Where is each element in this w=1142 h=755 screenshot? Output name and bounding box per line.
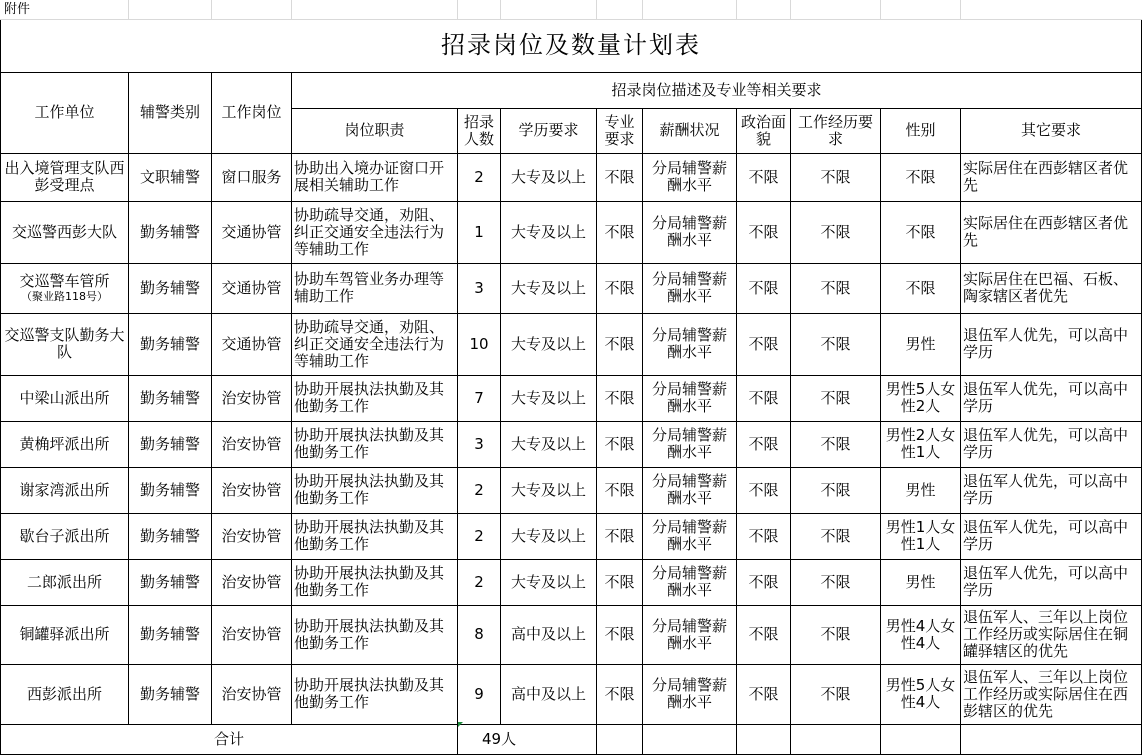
cell-count: 2 (458, 559, 501, 605)
cell-major: 不限 (597, 605, 643, 664)
cell-count: 3 (458, 263, 501, 313)
cell-duty: 协助开展执法执勤及其他勤务工作 (292, 467, 458, 513)
sheet-gridline (642, 0, 643, 20)
cell-edu: 大专及以上 (501, 313, 597, 375)
cell-duty: 协助开展执法执勤及其他勤务工作 (292, 664, 458, 724)
page-title: 招录岗位及数量计划表 (1, 20, 1142, 72)
cell-other: 退伍军人优先，可以高中学历 (961, 313, 1142, 375)
cell-count: 10 (458, 313, 501, 375)
cell-unit: 铜罐驿派出所 (1, 605, 129, 664)
cell-type: 勤务辅警 (129, 421, 212, 467)
table-row (1, 263, 1142, 313)
table-row (1, 513, 1142, 559)
total-value: 49人 (458, 724, 597, 754)
cell-count: 2 (458, 467, 501, 513)
cell-experience: 不限 (791, 559, 881, 605)
cell-unit: 谢家湾派出所 (1, 467, 129, 513)
cell-count: 3 (458, 421, 501, 467)
cell-type: 勤务辅警 (129, 559, 212, 605)
cell-salary: 分局辅警薪酬水平 (643, 664, 737, 724)
table-row (1, 153, 1142, 201)
cell-major: 不限 (597, 313, 643, 375)
cell-unit: 二郎派出所 (1, 559, 129, 605)
cell-political: 不限 (737, 559, 791, 605)
total-empty-cell (791, 724, 881, 754)
cell-gender: 不限 (881, 153, 961, 201)
cell-gender: 男性 (881, 467, 961, 513)
header-gender: 性别 (881, 108, 961, 153)
cell-unit: 西彭派出所 (1, 664, 129, 724)
cell-experience: 不限 (791, 664, 881, 724)
unit-name: 交巡警车管所 (19, 272, 110, 290)
cell-unit: 交巡警支队勤务大队 (1, 313, 129, 375)
cell-experience: 不限 (791, 605, 881, 664)
header-other: 其它要求 (961, 108, 1142, 153)
cell-unit: 交巡警西彭大队 (1, 201, 129, 263)
cell-edu: 大专及以上 (501, 375, 597, 421)
total-empty-cell (597, 724, 643, 754)
cell-major: 不限 (597, 664, 643, 724)
cell-duty: 协助开展执法执勤及其他勤务工作 (292, 559, 458, 605)
cell-edu: 高中及以上 (501, 605, 597, 664)
cell-experience: 不限 (791, 375, 881, 421)
cell-other: 退伍军人、三年以上岗位工作经历或实际居住在铜罐驿辖区的优先 (961, 605, 1142, 664)
cell-experience: 不限 (791, 153, 881, 201)
cell-gender: 不限 (881, 201, 961, 263)
cell-other: 实际居住在西彭辖区者优先 (961, 201, 1142, 263)
sheet-gridline (596, 0, 597, 20)
recruitment-table (0, 20, 1142, 755)
cell-post: 治安协管 (212, 513, 292, 559)
cell-edu: 大专及以上 (501, 263, 597, 313)
header-type: 辅警类别 (129, 72, 212, 153)
cell-gender: 男性5人女性2人 (881, 375, 961, 421)
cell-salary: 分局辅警薪酬水平 (643, 201, 737, 263)
cell-major: 不限 (597, 263, 643, 313)
cell-duty: 协助开展执法执勤及其他勤务工作 (292, 605, 458, 664)
cell-political: 不限 (737, 201, 791, 263)
cell-type: 勤务辅警 (129, 375, 212, 421)
cell-edu: 高中及以上 (501, 664, 597, 724)
cell-gender: 男性 (881, 313, 961, 375)
table-row (1, 313, 1142, 375)
sheet-gridline (291, 0, 292, 20)
cell-duty: 协助开展执法执勤及其他勤务工作 (292, 421, 458, 467)
cell-duty: 协助车驾管业务办理等辅助工作 (292, 263, 458, 313)
table-row (1, 605, 1142, 664)
cell-political: 不限 (737, 375, 791, 421)
cell-type: 文职辅警 (129, 153, 212, 201)
cell-salary: 分局辅警薪酬水平 (643, 421, 737, 467)
cell-political: 不限 (737, 467, 791, 513)
cell-duty: 协助开展执法执勤及其他勤务工作 (292, 513, 458, 559)
cell-unit (1, 263, 129, 313)
cell-post: 交通协管 (212, 313, 292, 375)
cell-count: 8 (458, 605, 501, 664)
header-unit: 工作单位 (1, 72, 129, 153)
cell-salary: 分局辅警薪酬水平 (643, 153, 737, 201)
total-label: 合计 (1, 724, 458, 754)
cell-political: 不限 (737, 313, 791, 375)
cell-salary: 分局辅警薪酬水平 (643, 605, 737, 664)
cell-type: 勤务辅警 (129, 467, 212, 513)
cell-edu: 大专及以上 (501, 467, 597, 513)
cell-duty: 协助疏导交通，劝阻、纠正交通安全违法行为等辅助工作 (292, 313, 458, 375)
header-experience: 工作经历要求 (791, 108, 881, 153)
cell-salary: 分局辅警薪酬水平 (643, 559, 737, 605)
sheet-gridline (880, 0, 881, 20)
sheet-gridline (960, 0, 961, 20)
cell-type: 勤务辅警 (129, 664, 212, 724)
cell-other: 退伍军人优先，可以高中学历 (961, 375, 1142, 421)
cell-type: 勤务辅警 (129, 513, 212, 559)
cell-salary: 分局辅警薪酬水平 (643, 375, 737, 421)
cell-salary: 分局辅警薪酬水平 (643, 263, 737, 313)
cell-experience: 不限 (791, 263, 881, 313)
cell-count: 7 (458, 375, 501, 421)
total-empty-cell (737, 724, 791, 754)
header-political: 政治面貌 (737, 108, 791, 153)
table-row (1, 421, 1142, 467)
cell-experience: 不限 (791, 201, 881, 263)
table-row (1, 201, 1142, 263)
cell-post: 治安协管 (212, 605, 292, 664)
cell-political: 不限 (737, 513, 791, 559)
cell-major: 不限 (597, 513, 643, 559)
cell-political: 不限 (737, 263, 791, 313)
header-edu: 学历要求 (501, 108, 597, 153)
cell-gender: 男性5人女性4人 (881, 664, 961, 724)
sheet-gridline (211, 0, 212, 20)
cell-unit: 中梁山派出所 (1, 375, 129, 421)
cell-other: 实际居住在巴福、石板、陶家辖区者优先 (961, 263, 1142, 313)
cell-experience: 不限 (791, 313, 881, 375)
table-row (1, 375, 1142, 421)
cell-post: 治安协管 (212, 559, 292, 605)
header-duty: 岗位职责 (292, 108, 458, 153)
cell-political: 不限 (737, 664, 791, 724)
header-group: 招录岗位描述及专业等相关要求 (292, 72, 1142, 108)
cell-post: 窗口服务 (212, 153, 292, 201)
cell-salary: 分局辅警薪酬水平 (643, 467, 737, 513)
cell-edu: 大专及以上 (501, 421, 597, 467)
cell-major: 不限 (597, 201, 643, 263)
cell-edu: 大专及以上 (501, 201, 597, 263)
header-count: 招录人数 (458, 108, 501, 153)
cell-type: 勤务辅警 (129, 605, 212, 664)
cell-other: 退伍军人优先，可以高中学历 (961, 421, 1142, 467)
cell-experience: 不限 (791, 421, 881, 467)
cell-duty: 协助开展执法执勤及其他勤务工作 (292, 375, 458, 421)
cell-gender: 不限 (881, 263, 961, 313)
cell-other: 退伍军人优先，可以高中学历 (961, 559, 1142, 605)
cell-experience: 不限 (791, 467, 881, 513)
cell-salary: 分局辅警薪酬水平 (643, 513, 737, 559)
table-row (1, 559, 1142, 605)
cell-type: 勤务辅警 (129, 313, 212, 375)
header-salary: 薪酬状况 (643, 108, 737, 153)
total-empty-cell (881, 724, 961, 754)
cell-salary: 分局辅警薪酬水平 (643, 313, 737, 375)
cell-gender: 男性 (881, 559, 961, 605)
cell-duty: 协助疏导交通，劝阻、纠正交通安全违法行为等辅助工作 (292, 201, 458, 263)
cell-type: 勤务辅警 (129, 263, 212, 313)
table-row (1, 467, 1142, 513)
cell-post: 交通协管 (212, 201, 292, 263)
cell-gender: 男性4人女性4人 (881, 605, 961, 664)
cell-other: 退伍军人、三年以上岗位工作经历或实际居住在西彭辖区的优先 (961, 664, 1142, 724)
cell-edu: 大专及以上 (501, 153, 597, 201)
sheet-gridline (128, 0, 129, 20)
cell-count: 2 (458, 153, 501, 201)
cell-type: 勤务辅警 (129, 201, 212, 263)
attachment-label: 附件 (4, 2, 31, 17)
cell-unit: 出入境管理支队西彭受理点 (1, 153, 129, 201)
cell-duty: 协助出入境办证窗口开展相关辅助工作 (292, 153, 458, 201)
sheet-gridline (500, 0, 501, 20)
cell-comment-marker (458, 722, 463, 727)
cell-major: 不限 (597, 467, 643, 513)
cell-experience: 不限 (791, 513, 881, 559)
total-empty-cell (643, 724, 737, 754)
sheet-gridline (457, 0, 458, 20)
cell-post: 治安协管 (212, 375, 292, 421)
cell-political: 不限 (737, 153, 791, 201)
sheet-gridline (790, 0, 791, 20)
cell-post: 治安协管 (212, 664, 292, 724)
cell-count: 9 (458, 664, 501, 724)
cell-unit: 歇台子派出所 (1, 513, 129, 559)
cell-post: 交通协管 (212, 263, 292, 313)
header-post: 工作岗位 (212, 72, 292, 153)
total-empty-cell (961, 724, 1142, 754)
cell-other: 退伍军人优先，可以高中学历 (961, 513, 1142, 559)
cell-unit: 黄桷坪派出所 (1, 421, 129, 467)
sheet-gridline (736, 0, 737, 20)
cell-other: 实际居住在西彭辖区者优先 (961, 153, 1142, 201)
unit-note: （聚业路118号） (21, 290, 108, 303)
cell-major: 不限 (597, 375, 643, 421)
header-major: 专业要求 (597, 108, 643, 153)
cell-count: 2 (458, 513, 501, 559)
cell-gender: 男性2人女性1人 (881, 421, 961, 467)
cell-gender: 男性1人女性1人 (881, 513, 961, 559)
cell-political: 不限 (737, 605, 791, 664)
cell-political: 不限 (737, 421, 791, 467)
cell-major: 不限 (597, 421, 643, 467)
cell-major: 不限 (597, 153, 643, 201)
table-row (1, 664, 1142, 724)
total-row (1, 724, 1142, 754)
cell-post: 治安协管 (212, 467, 292, 513)
cell-edu: 大专及以上 (501, 513, 597, 559)
cell-post: 治安协管 (212, 421, 292, 467)
cell-edu: 大专及以上 (501, 559, 597, 605)
cell-other: 退伍军人优先，可以高中学历 (961, 467, 1142, 513)
cell-major: 不限 (597, 559, 643, 605)
cell-count: 1 (458, 201, 501, 263)
